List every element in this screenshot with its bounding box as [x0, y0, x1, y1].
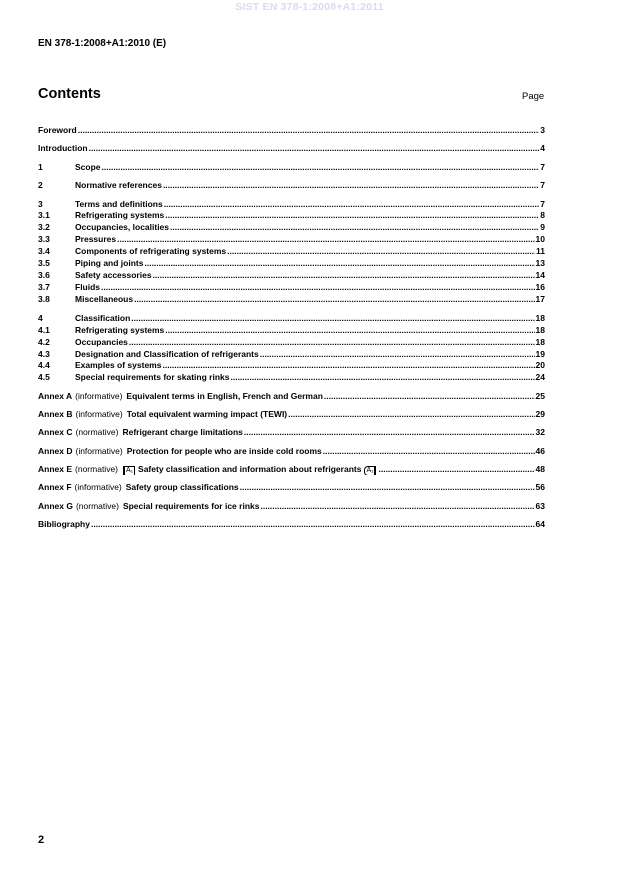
dot-leader — [78, 124, 540, 136]
toc-entry-page: 13 — [535, 258, 545, 268]
page-column-heading: Page — [522, 91, 545, 102]
toc-entry-page: 10 — [535, 234, 545, 244]
toc-entry-introduction[interactable] — [38, 142, 545, 154]
annex-label: Annex A — [38, 391, 73, 401]
watermark-text: SIST EN 378-1:2008+A1:2011 — [235, 1, 384, 13]
toc-entry-page: 25 — [535, 391, 545, 401]
dot-leader — [102, 161, 540, 173]
toc-entry-page: 9 — [540, 222, 545, 232]
toc-entry-annex-b[interactable] — [38, 408, 545, 420]
dot-leader — [117, 233, 534, 245]
toc-entry-number: 4.4 — [38, 360, 50, 370]
toc-entry-title: Occupancies — [75, 337, 128, 347]
toc-entry-page: 20 — [535, 360, 545, 370]
annex-type: (informative) — [75, 446, 123, 456]
toc-entry-4-2[interactable] — [38, 336, 545, 348]
toc-entry-page: 19 — [535, 349, 545, 359]
toc-entry-3-1[interactable] — [38, 209, 545, 221]
toc-entry-title: Protection for people who are inside cold rooms — [126, 446, 322, 456]
toc-entry-number: 3.8 — [38, 294, 50, 304]
toc-entry-number: 3.2 — [38, 222, 50, 232]
toc-entry-number: 4.2 — [38, 337, 50, 347]
toc-entry-title: Total equivalent warming impact (TEWI) — [126, 409, 288, 419]
dot-leader — [165, 324, 534, 336]
dot-leader — [89, 142, 540, 154]
toc-entry-page: 14 — [535, 270, 545, 280]
toc-entry-number: 4.1 — [38, 325, 50, 335]
toc-entry-title: Designation and Classification of refrigerants — [75, 349, 259, 359]
toc-entry-title: Bibliography — [38, 519, 90, 529]
toc-entry-normative-references[interactable] — [38, 179, 545, 191]
toc-entry-page: 3 — [540, 125, 545, 135]
toc-entry-title: Foreword — [38, 125, 77, 135]
toc-entry-4-5[interactable] — [38, 371, 545, 383]
annex-type: (informative) — [74, 482, 122, 492]
annex-type: (informative) — [75, 391, 123, 401]
toc-entry-page: 18 — [535, 313, 545, 323]
dot-leader — [163, 179, 539, 191]
toc-entry-annex-f[interactable] — [38, 481, 545, 493]
dot-leader — [91, 518, 535, 530]
toc-entry-3-8[interactable] — [38, 293, 545, 305]
amendment-end-marker: A₁ — [364, 466, 376, 475]
toc-entry-page: 56 — [535, 482, 545, 492]
toc-entry-number: 3.4 — [38, 246, 50, 256]
dot-leader — [144, 257, 534, 269]
toc-entry-page: 24 — [535, 372, 545, 382]
toc-entry-page: 8 — [540, 210, 545, 220]
toc-entry-page: 7 — [540, 199, 545, 209]
annex-type: (normative) — [75, 501, 119, 511]
toc-entry-title: Piping and joints — [75, 258, 144, 268]
toc-entry-annex-a[interactable] — [38, 390, 545, 402]
annex-type: (informative) — [75, 409, 123, 419]
dot-leader — [134, 293, 534, 305]
toc-entry-title: Occupancies, localities — [75, 222, 170, 232]
toc-entry-title: Pressures — [75, 234, 117, 244]
toc-entry-3-2[interactable] — [38, 221, 545, 233]
toc-entry-page: 48 — [535, 464, 545, 474]
toc-entry-annex-c[interactable] — [38, 426, 545, 438]
toc-entry-page: 18 — [535, 325, 545, 335]
dot-leader — [260, 500, 534, 512]
toc-entry-number: 4.3 — [38, 349, 50, 359]
annex-label: Annex D — [38, 446, 73, 456]
toc-entry-page: 63 — [535, 501, 545, 511]
toc-entry-page: 7 — [540, 180, 545, 190]
toc-entry-page: 17 — [535, 294, 545, 304]
toc-entry-foreword[interactable] — [38, 124, 545, 136]
toc-entry-title: Refrigerant charge limitations — [122, 427, 243, 437]
toc-entry-page: 11 — [536, 246, 545, 256]
toc-entry-classification[interactable] — [38, 312, 545, 324]
toc-entry-number: 3.3 — [38, 234, 50, 244]
toc-entry-title: Miscellaneous — [75, 294, 134, 304]
toc-entry-page: 7 — [540, 162, 545, 172]
dot-leader — [170, 221, 539, 233]
page-number: 2 — [38, 834, 45, 846]
toc-entry-title: Safety classification and information about refrigerants — [138, 464, 362, 474]
dot-leader — [230, 371, 534, 383]
toc-entry-number: 1 — [38, 162, 43, 172]
toc-entry-number: 4 — [38, 313, 43, 323]
dot-leader — [162, 359, 534, 371]
toc-entry-3-3[interactable] — [38, 233, 545, 245]
toc-entry-page: 4 — [540, 143, 545, 153]
toc-entry-title: Components of refrigerating systems — [75, 246, 227, 256]
toc-entry-number: 4.5 — [38, 372, 50, 382]
toc-entry-annex-e[interactable] — [38, 463, 545, 475]
toc-entry-title: Special requirements for skating rinks — [75, 372, 230, 382]
dot-leader — [378, 463, 534, 475]
dot-leader — [131, 312, 534, 324]
toc-entry-scope[interactable] — [38, 161, 545, 173]
dot-leader — [129, 336, 535, 348]
toc-entry-bibliography[interactable] — [38, 518, 545, 530]
toc-entry-4-1[interactable] — [38, 324, 545, 336]
toc-entry-title: Special requirements for ice rinks — [122, 501, 260, 511]
annex-label: Annex F — [38, 482, 72, 492]
annex-label: Annex C — [38, 427, 73, 437]
toc-entry-number: 3.6 — [38, 270, 50, 280]
dot-leader — [324, 390, 535, 402]
toc-entry-title: Terms and definitions — [75, 199, 163, 209]
toc-entry-3-4[interactable] — [38, 245, 545, 257]
toc-entry-title: Fluids — [75, 282, 101, 292]
toc-entry-page: 46 — [535, 446, 545, 456]
toc-entry-title: Equivalent terms in English, French and German — [126, 391, 323, 401]
annex-label: Annex B — [38, 409, 73, 419]
page-title: Contents — [38, 86, 101, 102]
toc-entry-3-5[interactable] — [38, 257, 545, 269]
toc-entry-page: 64 — [535, 519, 545, 529]
toc-entry-page: 18 — [535, 337, 545, 347]
dot-leader — [240, 481, 535, 493]
toc-entry-number: 3.5 — [38, 258, 50, 268]
annex-label: Annex E — [38, 464, 73, 474]
toc-entry-title: Safety accessories — [75, 270, 152, 280]
toc-entry-page: 29 — [535, 409, 545, 419]
toc-entry-number: 3.7 — [38, 282, 50, 292]
toc-entry-number: 2 — [38, 180, 43, 190]
toc-entry-title: Safety group classifications — [125, 482, 239, 492]
toc-entry-title: Examples of systems — [75, 360, 162, 370]
dot-leader — [323, 445, 535, 457]
toc-entry-page: 16 — [535, 282, 545, 292]
toc-entry-3-7[interactable] — [38, 281, 545, 293]
toc-entry-3-6[interactable] — [38, 269, 545, 281]
toc-entry-title: Refrigerating systems — [75, 210, 165, 220]
toc-entry-title: Refrigerating systems — [75, 325, 165, 335]
toc-entry-page: 32 — [535, 427, 545, 437]
annex-type: (normative) — [75, 427, 119, 437]
dot-leader — [288, 408, 534, 420]
dot-leader — [153, 269, 535, 281]
dot-leader — [244, 426, 535, 438]
toc-entry-4-4[interactable] — [38, 359, 545, 371]
toc-entry-title: Scope — [75, 162, 101, 172]
toc-entry-annex-d[interactable] — [38, 445, 545, 457]
annex-type: (normative) — [75, 464, 118, 474]
toc-entry-title: Normative references — [75, 180, 162, 190]
annex-label: Annex G — [38, 501, 73, 511]
toc-entry-annex-g[interactable] — [38, 500, 545, 512]
dot-leader — [227, 245, 535, 257]
dot-leader — [165, 209, 539, 221]
toc-entry-number: 3 — [38, 199, 43, 209]
document-identifier: EN 378-1:2008+A1:2010 (E) — [38, 38, 167, 49]
toc-entry-title: Classification — [75, 313, 131, 323]
amendment-start-marker: A₁ — [123, 466, 135, 475]
toc-entry-title: Introduction — [38, 143, 88, 153]
dot-leader — [101, 281, 535, 293]
toc-entry-number: 3.1 — [38, 210, 50, 220]
